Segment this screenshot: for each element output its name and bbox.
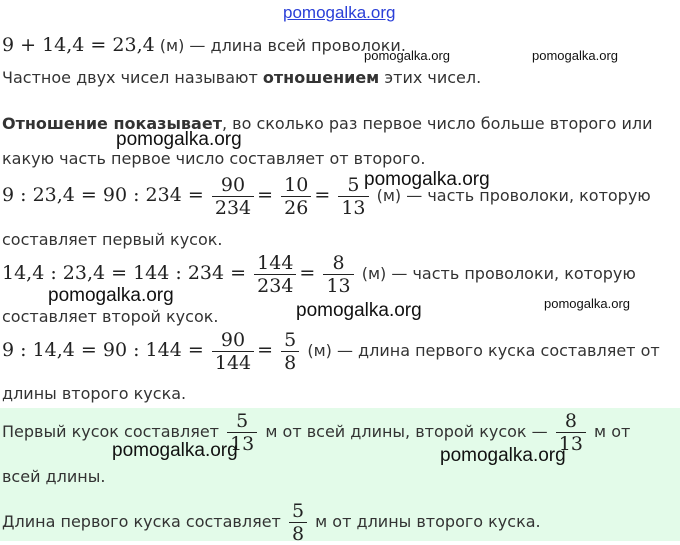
fraction: $\frac{8}{13}$	[323, 252, 353, 297]
line-explanation-cont: какую часть первое число составляет от второго.	[2, 149, 426, 168]
watermark-link[interactable]: pomogalka.org	[283, 3, 396, 22]
equation: 9 + 14,4 = 23,4	[2, 34, 155, 56]
equation-2: 14,4 : 23,4 = 144 : 234 = $\frac{144}{234}$ = $\frac{8}{13}$ (м) — часть проволоки, которую	[2, 252, 636, 297]
watermark: pomogalka.org	[364, 169, 490, 190]
watermark: pomogalka.org	[112, 440, 238, 461]
term-bold: Отношение показывает	[2, 114, 222, 133]
line-second-piece: составляет второй кусок.	[2, 307, 219, 326]
equation: 14,4 : 23,4 = 144 : 234 =	[2, 262, 247, 284]
fraction: $\frac{90}{234}$	[212, 174, 254, 219]
equation: 9 : 23,4 = 90 : 234 =	[2, 184, 204, 206]
line-text: (м) — длина всей проволоки.	[154, 36, 406, 55]
line-text: (м) — часть проволоки, которую	[371, 186, 651, 205]
fraction: $\frac{5}{13}$	[227, 410, 257, 455]
text: м от длины второго куска.	[310, 512, 541, 531]
fraction: $\frac{144}{234}$	[254, 252, 296, 297]
fraction: $\frac{10}{26}$	[281, 174, 311, 219]
text: Длина первого куска составляет	[2, 512, 286, 531]
answer-1-cont: всей длины.	[2, 467, 106, 486]
fraction: $\frac{5}{8}$	[281, 329, 299, 374]
term-bold: отношением	[262, 68, 380, 87]
answer-2	[2, 500, 541, 545]
line-definition	[2, 68, 481, 87]
line-text: (м) — часть проволоки, которую	[356, 264, 636, 283]
fraction: $\frac{90}{144}$	[212, 329, 254, 374]
line-explanation	[2, 114, 652, 133]
watermark: pomogalka.org	[532, 48, 618, 63]
text: Частное двух чисел называют	[2, 68, 263, 87]
fraction: $\frac{8}{13}$	[556, 410, 586, 455]
line-second-length: длины второго куска.	[2, 384, 187, 403]
line-text: (м) — длина первого куска составляет от	[302, 341, 660, 360]
equation: 9 : 14,4 = 90 : 144 =	[2, 339, 204, 361]
watermark: pomogalka.org	[48, 285, 174, 306]
text: этих чисел.	[379, 68, 482, 87]
fraction: $\frac{5}{13}$	[338, 174, 368, 219]
text: м от всей длины, второй кусок —	[260, 422, 548, 441]
text: м от	[588, 422, 631, 441]
watermark: pomogalka.org	[440, 445, 566, 466]
watermark: pomogalka.org	[296, 300, 422, 321]
line-first-piece: составляет первый кусок.	[2, 230, 223, 249]
watermark: pomogalka.org	[116, 129, 242, 150]
equation-3: 9 : 14,4 = 90 : 144 = $\frac{90}{144}$ = $\frac{5}{8}$ (м) — длина первого куска составляет от	[2, 329, 660, 374]
line-total-length	[2, 34, 406, 56]
fraction: $\frac{5}{8}$	[289, 500, 307, 545]
equation-1: 9 : 23,4 = 90 : 234 = $\frac{90}{234}$ = $\frac{10}{26}$ = $\frac{5}{13}$ (м) — часть проволоки, которую	[2, 174, 651, 219]
text: Первый кусок составляет	[2, 422, 225, 441]
watermark: pomogalka.org	[544, 296, 630, 311]
watermark: pomogalka.org	[364, 48, 450, 63]
text: , во сколько раз первое число больше второго или	[221, 114, 653, 133]
